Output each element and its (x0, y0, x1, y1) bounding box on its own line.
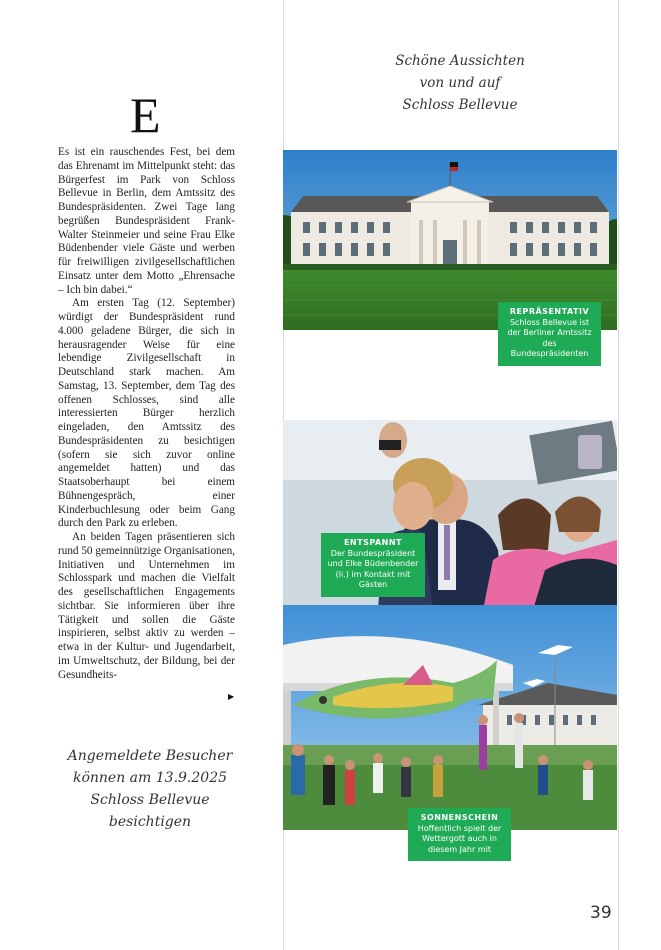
page-number: 39 (590, 903, 612, 923)
article-paragraph: Es ist ein rauschendes Fest, bei dem das Ehrenamt im Mittelpunkt steht: das Bürgerfest im Park von Schloss Bellevue in Berlin, dem Amtssitz des Bundespräsidenten. Zwei Tage lang begrüßen Bundespräsident Frank-Walter Steinmeier und seine Frau Elke Büdenbender viele Gäste und werben für freiwilligen zivilgesellschaftlichen Einsatz unter dem Motto „Ehrensache – Ich bin dabei.“ (58, 146, 235, 296)
quote-top (350, 50, 570, 116)
quote-top-line: von und auf (419, 75, 501, 91)
quote-bottom-line: können am 13.9.2025 (72, 770, 228, 786)
quote-top-line: Schöne Aussichten (395, 53, 525, 69)
quote-bottom (50, 745, 250, 833)
article-paragraph: Am ersten Tag (12. September) würdigt der Bundespräsident rund 4.000 geladene Bürger, die sich in herausragender Weise für eine lebendige Zivilgesellschaft in Deutschland stark machen. Am Samstag, 13. September, dem Tag des offenen Schlosses, sind alle interessierten Bürger herzlich eingeladen, den Amtssitz des Bundespräsidenten zu besichtigen (sofern sie sich zuvor online angemeldet hatten) und das Staatsoberhaupt bei einem Bühnengespräch, einer Kinderbuchlesung oder beim Gang durch den Park zu erleben. (58, 297, 235, 530)
caption-label: SONNENSCHEIN (420, 813, 499, 822)
caption-text: Hoffentlich spielt der Wettergott auch in diesem Jahr mit (417, 823, 502, 854)
festival-image (283, 605, 617, 830)
photo-caption (498, 302, 601, 366)
photo-caption (321, 533, 425, 597)
column-divider-right (618, 0, 619, 950)
quote-bottom-line: Angemeldete Besucher (67, 748, 233, 764)
festival-photo (283, 605, 617, 830)
quote-top-line: Schloss Bellevue (402, 97, 518, 113)
quote-bottom-line: besichtigen (108, 814, 192, 830)
caption-label: REPRÄSENTATIV (509, 307, 590, 316)
caption-text: Schloss Bellevue ist der Berliner Amtssitz des Bundespräsidenten (507, 317, 592, 359)
article-body (58, 146, 235, 682)
quote-bottom-line: Schloss Bellevue (90, 792, 210, 808)
drop-cap: E (130, 87, 161, 143)
article-paragraph: An beiden Tagen präsentieren sich rund 50 gemeinnützige Organisationen, Initiativen und Unternehmen im Schlosspark und machen die Vielfalt des gesellschaftlichen Engagements sichtbar. Sie informieren über ihre Tätigkeit und sollen die Gäste inspirieren, selbst aktiv zu werden – etwa in der Kultur- und Jugendarbeit, im Umweltschutz, der Bildung, bei der Gesundheits- (58, 531, 235, 681)
caption-text: Der Bundespräsident und Elke Büdenbender (li.) im Kontakt mit Gästen (327, 548, 419, 590)
photo-caption (408, 808, 511, 861)
caption-label: ENTSPANNT (343, 538, 403, 547)
continue-arrow-icon: ▶ (228, 692, 235, 701)
